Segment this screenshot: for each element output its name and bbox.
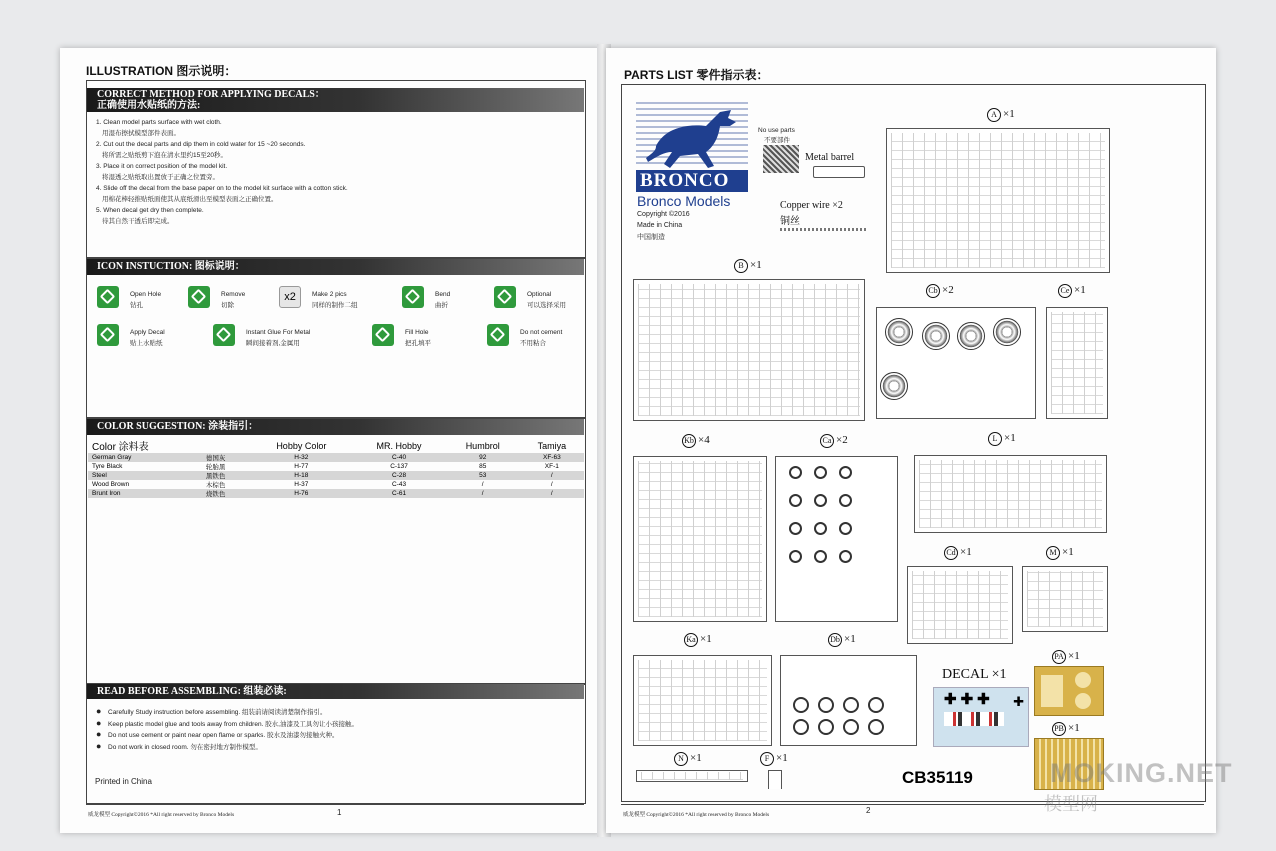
sprue-count: ×1: [1068, 722, 1080, 734]
sprue-label-pa: [1052, 650, 1080, 664]
sprue-label-cd: [944, 546, 972, 560]
icon-label-en: Do not cement: [520, 329, 563, 336]
apply-decal-icon: [97, 324, 119, 346]
decal-step-cn: 将所需之贴纸剪下泡在清水里约15至20秒。: [102, 152, 227, 159]
made-in-china-cn: 中国制造: [637, 234, 665, 241]
bend-icon-glyph: [405, 289, 421, 305]
color-cell: H-18: [250, 471, 352, 480]
sprue-letter: PA: [1052, 650, 1066, 664]
metal-barrel-label: Metal barrel: [805, 152, 855, 163]
sprue-letter: Cb: [926, 284, 940, 298]
bullet-icon: ●: [96, 717, 102, 728]
sprue-letter: Cd: [944, 546, 958, 560]
sprue-letter: Db: [828, 633, 842, 647]
color-cell: /: [481, 481, 484, 488]
decal-sheet: [933, 687, 1029, 747]
wheel-part: [793, 697, 809, 713]
decal-step-cn: 用棉花棒轻推贴纸面使其从底纸滑出至模型表面之正确位置。: [102, 196, 278, 203]
decals-header-cn: 正确使用水贴纸的方法:: [97, 100, 201, 111]
wheel-part: [814, 550, 827, 563]
parts-list-title: PARTS LIST 零件指示表：: [624, 68, 769, 82]
icon-label-en: Remove: [221, 291, 246, 298]
wheel-part: [868, 697, 884, 713]
color-header-cell: Hobby Color: [276, 440, 327, 451]
color-cell: Tyre Black: [92, 463, 123, 470]
decal-step-cn: 将湿透之贴纸取出置放于正确之位置旁。: [102, 174, 219, 181]
sprue-label-l: [988, 432, 1016, 446]
make-two-icon: x2: [279, 286, 301, 308]
printed-in-china: Printed in China: [95, 777, 152, 786]
wheel-part: [789, 494, 802, 507]
copper-wire-label: Copper wire ×2: [780, 200, 843, 211]
color-header-bar: COLOR SUGGESTION: 涂装指引：: [87, 419, 584, 435]
decal-step-en: 3. Place it on correct position of the model kit.: [96, 163, 228, 170]
sprue-ce: [1046, 307, 1108, 419]
color-cell: /: [520, 489, 584, 498]
bullet-icon: ●: [96, 706, 102, 716]
cross-decal-icon: ✚: [1013, 694, 1024, 709]
color-cell: H-37: [294, 481, 309, 488]
wheel-part: [843, 697, 859, 713]
color-cell: /: [446, 489, 520, 498]
wheel-part: [793, 719, 809, 735]
decal-step-en: 4. Slide off the decal from the base paper on to the model kit surface with a cotton stick.: [96, 185, 348, 192]
decal-step-cn: 用湿布擦拭模型部件表面。: [102, 130, 180, 137]
color-header-cell: Color 涂料表: [92, 442, 149, 453]
sprue-letter: Ce: [1058, 284, 1072, 298]
sprue-label-cb: [926, 284, 954, 298]
sprue-label-b: [734, 259, 762, 273]
wheel-part: [789, 550, 802, 563]
color-cell: XF-63: [520, 453, 584, 462]
wheel-part: [957, 322, 985, 350]
color-cell: H-76: [250, 489, 352, 498]
sprue-n: [636, 770, 748, 782]
icon-label-cn: 不用粘合: [520, 340, 546, 347]
sprue-count: ×1: [1062, 546, 1074, 558]
icon-label-cn: 把孔填平: [405, 340, 431, 347]
color-cell: German Gray: [88, 453, 202, 462]
color-header-cell: MR. Hobby: [376, 440, 422, 451]
sprue-letter: Ka: [684, 633, 698, 647]
right-footer: 威龙模型 Copyright©2016 *All right reserved by Bronco Models: [623, 812, 770, 818]
optional-icon-glyph: [497, 289, 513, 305]
sprue-count: ×4: [698, 434, 710, 446]
color-cell: /: [550, 481, 553, 488]
sprue-letter: L: [988, 432, 1002, 446]
wheel-part: [839, 550, 852, 563]
no-cement-icon-glyph: [490, 327, 506, 343]
icon-label-en: Bend: [435, 291, 451, 298]
wheel-part: [814, 522, 827, 535]
read-item: Do not work in closed room. 勿在密封地方制作模型。: [108, 743, 262, 751]
color-cell: 53: [446, 471, 520, 480]
sprue-count: ×1: [1004, 432, 1016, 444]
open-hole-icon-glyph: [100, 289, 116, 305]
sprue-kb: [633, 456, 767, 622]
sprue-ka: [633, 655, 772, 746]
color-cell: H-77: [294, 463, 309, 470]
color-header-cell: [202, 438, 250, 453]
no-use-parts-label-cn: 不要部件: [764, 137, 790, 144]
decal-step-cn: 待其自然干透后即完成。: [102, 218, 174, 225]
color-header-cell: Humbrol: [465, 440, 500, 451]
sprue-letter: N: [674, 752, 688, 766]
wheel-part: [880, 372, 908, 400]
remove-icon: [188, 286, 210, 308]
left-footer-rule: [86, 804, 584, 805]
wheel-part: [789, 466, 802, 479]
no-use-swatch: [763, 145, 799, 173]
read-item: Keep plastic model glue and tools away from children. 胶水,油漆及工具勿让小孩接触。: [108, 720, 358, 728]
sprue-a: [886, 128, 1110, 273]
sprue-label-db: [828, 633, 856, 647]
sprue-label-a: [987, 108, 1015, 122]
color-cell: /: [520, 471, 584, 480]
icon-label-en: Make 2 pics: [312, 291, 347, 298]
right-page-number: 2: [866, 806, 871, 815]
color-cell: 木棕色: [205, 482, 226, 489]
color-table: [88, 438, 584, 498]
product-code: CB35119: [902, 768, 973, 787]
sprue-count: ×1: [750, 259, 762, 271]
bend-icon: [402, 286, 424, 308]
color-cell: C-61: [352, 489, 445, 498]
decal-step-en: 2. Cut out the decal parts and dip them in cold water for 15 ~20 seconds.: [96, 141, 306, 148]
icon-label-cn: 钻孔: [130, 302, 143, 309]
made-in-china: Made in China: [637, 222, 683, 229]
decals-header-bar: [87, 88, 584, 112]
sprue-letter: F: [760, 752, 774, 766]
copper-wire-label-cn: 铜丝: [780, 216, 800, 227]
icon-label-en: Optional: [527, 291, 552, 298]
watermark-text-cn: 模型网: [1044, 794, 1098, 814]
watermark-text: MOKING.NET: [1050, 758, 1233, 788]
glue-icon-glyph: [216, 327, 232, 343]
color-row: [88, 489, 584, 498]
color-row: [88, 462, 584, 471]
read-item: Carefully Study instruction before assembling. 组装前请阅读清楚制作指引。: [108, 709, 327, 716]
icon-label-en: Open Hole: [130, 291, 162, 298]
sprue-b: [633, 279, 865, 421]
sprue-m: [1022, 566, 1108, 632]
color-cell: C-28: [352, 471, 445, 480]
sprue-label-f: [760, 752, 788, 766]
copyright-text: Copyright ©2016: [637, 211, 690, 218]
no-cement-icon: [487, 324, 509, 346]
sprue-count: ×2: [836, 434, 848, 446]
color-cell: Brunt Iron: [88, 489, 202, 498]
bullet-icon: ●: [96, 729, 102, 739]
color-cell: H-32: [250, 453, 352, 462]
color-cell: Steel: [88, 471, 202, 480]
sprue-label-pb: [1052, 722, 1080, 736]
wheel-part: [818, 697, 834, 713]
fill-hole-icon: [372, 324, 394, 346]
color-cell: C-43: [392, 481, 407, 488]
color-cell: 德国灰: [202, 453, 250, 462]
sprue-label-kb: [682, 434, 710, 448]
color-row: [88, 453, 584, 462]
sprue-count: ×2: [942, 284, 954, 296]
optional-icon: [494, 286, 516, 308]
wheel-part: [818, 719, 834, 735]
photo-etch-pa: [1034, 666, 1104, 716]
wheel-part: [814, 466, 827, 479]
remove-icon-glyph: [191, 289, 207, 305]
sprue-count: ×1: [1003, 108, 1015, 120]
sprue-letter: A: [987, 108, 1001, 122]
sprue-l: [914, 455, 1107, 533]
sprue-label-ca: [820, 434, 848, 448]
sprue-count: ×1: [690, 752, 702, 764]
metal-barrel-part: [813, 166, 865, 178]
color-cell: 黑铁色: [202, 471, 250, 480]
color-row: [88, 480, 584, 489]
color-cell: C-137: [390, 463, 408, 470]
read-header-bar: READ BEFORE ASSEMBLING: 组装必读:: [87, 684, 584, 699]
color-cell: 85: [479, 463, 487, 470]
icon-label-cn: 切除: [221, 302, 234, 309]
sprue-label-ka: [684, 633, 712, 647]
color-cell: 轮胎黑: [205, 464, 226, 471]
color-header-cell: Tamiya: [537, 440, 567, 451]
icon-label-cn: 瞬间接着剂,金属用: [246, 340, 300, 347]
sprue-count: ×1: [844, 633, 856, 645]
sprue-count: ×1: [700, 633, 712, 645]
cross-decal-icon: ✚✚✚: [944, 691, 994, 708]
wheel-part: [885, 318, 913, 346]
wheel-part: [839, 466, 852, 479]
sprue-letter: B: [734, 259, 748, 273]
sprue-label-m: [1046, 546, 1074, 560]
color-cell: C-40: [352, 453, 445, 462]
wheel-part: [922, 322, 950, 350]
decal-step-en: 1. Clean model parts surface with wet cloth.: [96, 119, 222, 126]
sprue-letter: M: [1046, 546, 1060, 560]
icon-label-cn: 贴上水贴纸: [130, 340, 163, 347]
wheel-part: [789, 522, 802, 535]
decal-label: DECAL ×1: [942, 667, 1007, 682]
color-cell: 92: [446, 453, 520, 462]
wheel-part: [993, 318, 1021, 346]
illustration-title: ILLUSTRATION 图示说明：: [86, 64, 237, 78]
fill-hole-icon-glyph: [375, 327, 391, 343]
brand-name: BRONCO: [640, 170, 730, 191]
wheel-part: [868, 719, 884, 735]
sprue-count: ×1: [776, 752, 788, 764]
sprue-count: ×1: [1074, 284, 1086, 296]
icon-label-en: Apply Decal: [130, 329, 165, 336]
apply-decal-icon-glyph: [100, 327, 116, 343]
color-cell: XF-1: [544, 463, 559, 470]
sprue-count: ×1: [960, 546, 972, 558]
left-footer: 威龙模型 Copyright©2016 *All right reserved by Bronco Models: [88, 812, 235, 818]
wheel-part: [839, 494, 852, 507]
icon-label-en: Instant Glue For Metal: [246, 329, 311, 336]
wheel-part: [814, 494, 827, 507]
icon-label-cn: 可以选择采用: [527, 302, 566, 309]
sprue-cd: [907, 566, 1013, 644]
sprue-count: ×1: [1068, 650, 1080, 662]
no-use-parts-label: No use parts: [758, 127, 795, 134]
color-cell: 烧铁色: [202, 489, 250, 498]
sprue-label-n: [674, 752, 702, 766]
icon-label-cn: 曲折: [435, 302, 448, 309]
wheel-part: [843, 719, 859, 735]
right-footer-rule: [621, 804, 1204, 805]
sprue-letter: PB: [1052, 722, 1066, 736]
color-cell: Wood Brown: [92, 481, 130, 488]
sprue-ca: [775, 456, 898, 622]
icon-label-en: Fill Hole: [405, 329, 429, 336]
sprue-letter: Kb: [682, 434, 696, 448]
sprue-label-ce: [1058, 284, 1086, 298]
part-f: [768, 770, 782, 789]
wheel-part: [839, 522, 852, 535]
decals-header-en: CORRECT METHOD FOR APPLYING DECALS：: [97, 89, 325, 100]
color-row: [88, 471, 584, 480]
left-page-number: 1: [337, 808, 342, 817]
glue-icon: [213, 324, 235, 346]
decal-step-en: 5. When decal get dry then complete.: [96, 207, 204, 214]
bullet-icon: ●: [96, 740, 102, 751]
sprue-letter: Ca: [820, 434, 834, 448]
color-header-row: [88, 438, 584, 453]
shield-decals: [944, 712, 1004, 726]
brand-subtitle: Bronco Models: [637, 193, 731, 209]
read-item: Do not use cement or paint near open flame or sparks. 胶水及油漆勿接触火种。: [108, 732, 339, 739]
open-hole-icon: [97, 286, 119, 308]
copper-wire-part: [780, 228, 868, 231]
icon-header-bar: ICON INSTUCTION: 图标说明：: [87, 259, 584, 275]
icon-label-cn: 同样的制作二组: [312, 302, 358, 309]
